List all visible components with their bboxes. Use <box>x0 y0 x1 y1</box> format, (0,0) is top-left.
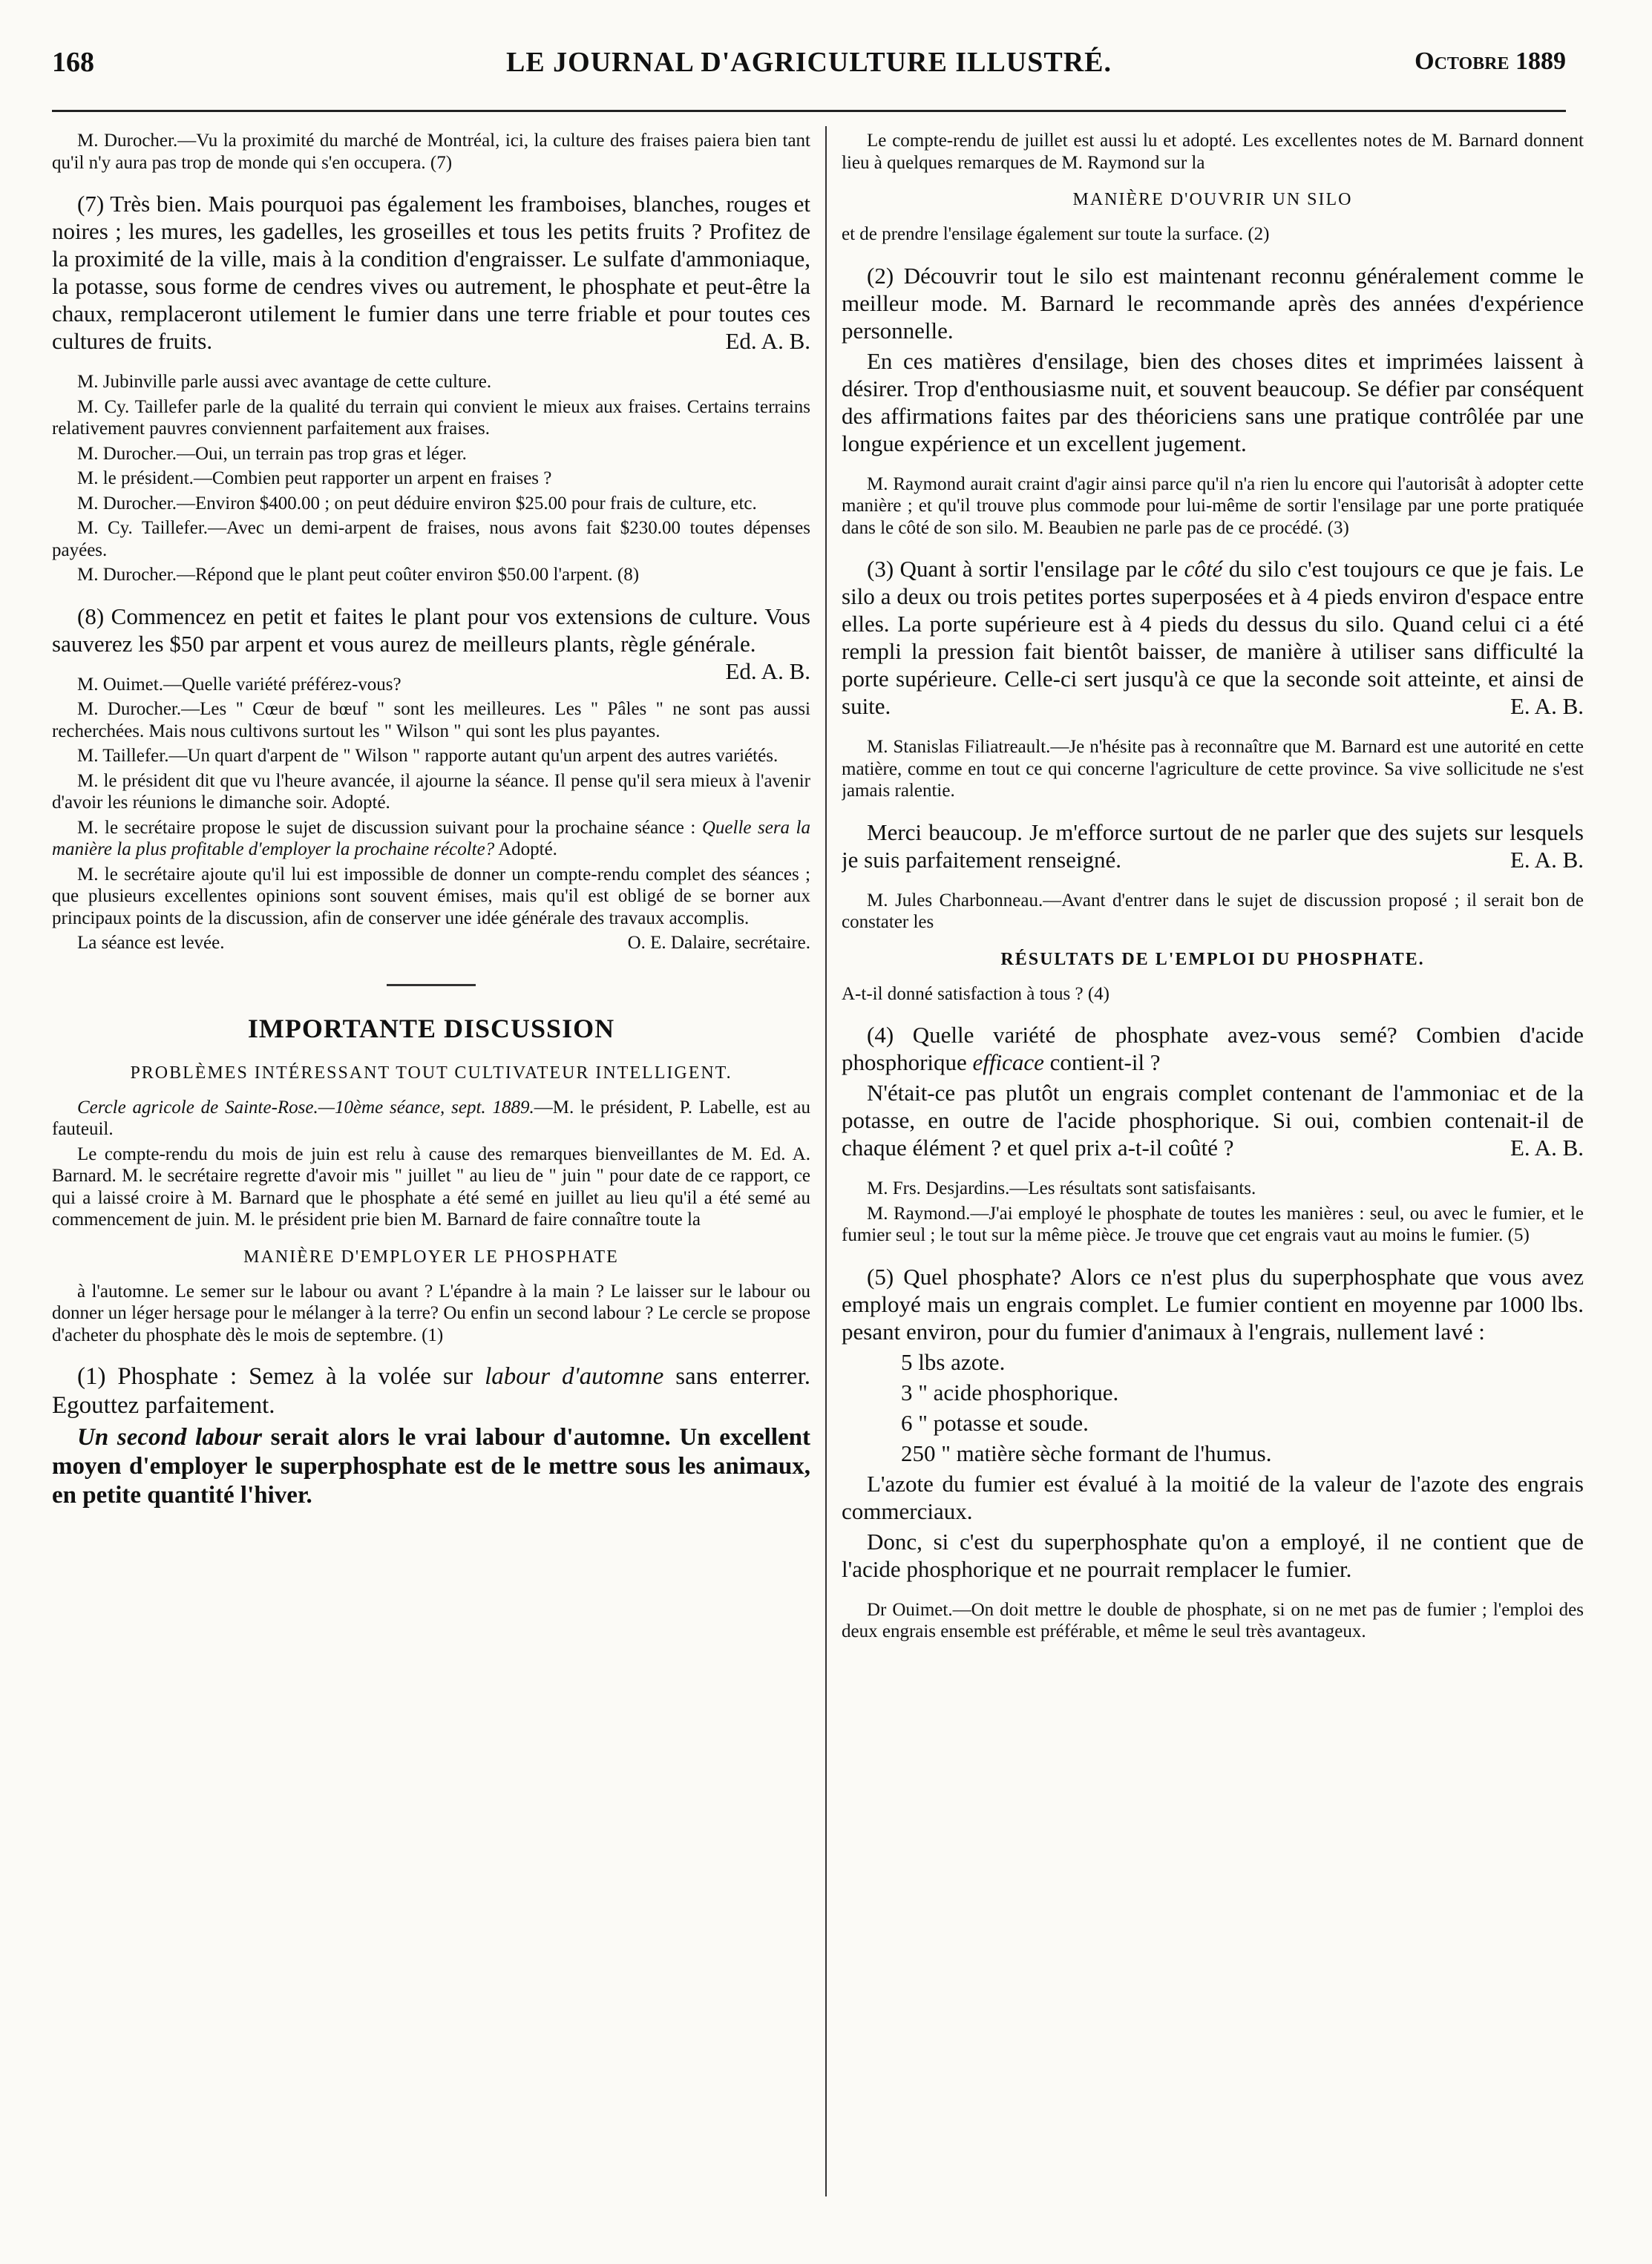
article-subheading: PROBLÈMES INTÉRESSANT TOUT CULTIVATEUR INTELLIGENT. <box>130 1063 732 1083</box>
column-divider <box>825 126 827 2196</box>
editor-signature: E. A. B. <box>1510 846 1584 873</box>
page-number: 168 <box>52 47 94 78</box>
paragraph: M. Ouimet.—Quelle variété préférez-vous? <box>77 674 401 695</box>
paragraph: M. Frs. Desjardins.—Les résultats sont satisfaisants. <box>867 1178 1256 1198</box>
editor-note: (1) Phosphate : Semez à la volée sur labour d'automne sans enterrer. Egouttez parfaitement. <box>52 1363 810 1419</box>
paragraph: M. Durocher.—Répond que le plant peut coûter environ $50.00 l'arpent. (8) <box>77 565 640 585</box>
list-item: 250 " matière sèche formant de l'humus. <box>901 1440 1272 1466</box>
list-item: 5 lbs azote. <box>901 1348 1006 1375</box>
paragraph: A-t-il donné satisfaction à tous ? (4) <box>842 983 1110 1004</box>
editor-note: N'était-ce pas plutôt un engrais complet contenant de l'ammoniac et de la potasse, en outre de l'acide phosphorique. Si oui, combien contenait-il de chaque élément ? et quel prix a-t-il coûté ? E. A. B. <box>842 1080 1584 1161</box>
paragraph: M. Durocher.—Les " Cœur de bœuf " sont les meilleures. Les " Pâles " ne sont pas aussi recherchées. Mais nous cultivons surtout les " Wilson " qui sont les plus payantes. <box>52 699 810 741</box>
editor-note: (2) Découvrir tout le silo est maintenant reconnu généralement comme le meilleur mode. M. Barnard le recommande après des années d'expérience personnelle. <box>842 262 1584 344</box>
section-heading: MANIÈRE D'EMPLOYER LE PHOSPHATE <box>243 1247 619 1267</box>
section-divider <box>387 984 476 986</box>
paragraph: Le compte-rendu de juillet est aussi lu et adopté. Les excellentes notes de M. Barnard donnent lieu à quelques remarques de M. Raymond sur la <box>842 131 1584 173</box>
editor-signature: Ed. A. B. <box>725 657 810 684</box>
paragraph: M. Stanislas Filiatreault.—Je n'hésite pas à reconnaître que M. Barnard est une autorité en cette matière, comme en tout ce qui concerne l'agriculture de cette province. Sa vive sollicitude ne s'est jamais ralentie. <box>842 737 1584 801</box>
editor-note: (7) Très bien. Mais pourquoi pas également les framboises, blanches, rouges et noires ; les mures, les gadelles, les groseilles et tous les petits fruits ? Profitez de la proximité de la ville, mais à la condition d'engraisser. Le sulfate d'ammoniaque, la potasse, sous forme de cendres vives ou autrement, le phosphate et peut-être la chaux, remplaceront utilement le fumier dans une terre friable et pour toutes ces cultures de fruits. Ed. A. B. <box>52 191 810 354</box>
editor-note: (3) Quant à sortir l'ensilage par le côté du silo c'est toujours ce que je fais. Le silo a deux ou trois petites portes superposées et à 4 pieds environ d'espace entre elles. La porte supérieure est à 4 pieds du dessus du silo. Quand celui ci a été rempli la pression fait bientôt baisser, de manière à utiliser sans difficulté la porte supérieure. Celle-ci sert jusqu'à ce que la seconde soit atteinte, et ainsi de suite. E. A. B. <box>842 556 1584 719</box>
editor-note: Un second labour serait alors le vrai labour d'automne. Un excellent moyen d'employer le superphosphate est de le mettre sous les animaux, en petite quantité l'hiver. <box>52 1424 810 1509</box>
paragraph: M. le président dit que vu l'heure avancée, il ajourne la séance. Il pense qu'il sera mieux à l'avenir d'avoir les réunions le dimanche soir. Adopté. <box>52 770 810 813</box>
list-item: 6 " potasse et soude. <box>901 1409 1089 1436</box>
right-column <box>842 130 1584 2193</box>
article-heading: IMPORTANTE DISCUSSION <box>247 1013 615 1043</box>
paragraph: M. Durocher.—Oui, un terrain pas trop gras et léger. <box>77 443 467 464</box>
paragraph: M. Durocher.—Environ $400.00 ; on peut déduire environ $25.00 pour frais de culture, etc. <box>77 493 757 513</box>
paragraph: Le compte-rendu du mois de juin est relu à cause des remarques bienveillantes de M. Ed. A. Barnard. M. le secrétaire regrette d'avoir mis " juillet " au lieu de " juin " pour date de ce rapport, ce qui a laissé croire à M. Barnard que le phosphate a été semé en juillet au lieu qu'il a été semé au commencement de juin. M. le président prie bien M. Barnard de faire connaître toute la <box>52 1144 810 1230</box>
secretary-signature: O. E. Dalaire, secrétaire. <box>627 933 810 953</box>
paragraph: M. le secrétaire propose le sujet de discussion suivant pour la prochaine séance : Quelle sera la manière la plus profitable d'employer la prochaine récolte? Adopté. <box>52 817 810 859</box>
editor-note: Donc, si c'est du superphosphate qu'on a employé, il ne contient que de l'acide phosphorique et ne pourrait remplacer le fumier. <box>842 1528 1584 1582</box>
paragraph: M. le secrétaire ajoute qu'il lui est impossible de donner un compte-rendu complet des séances ; que plusieurs excellentes opinions sont souvent émises, mais qu'il est obligé de se borner aux principaux points de la discussion, afin de conserver une idée générale des travaux accomplis. <box>52 864 810 928</box>
paragraph: et de prendre l'ensilage également sur toute la surface. (2) <box>842 224 1270 244</box>
paragraph: M. Jubinville parle aussi avec avantage de cette culture. <box>77 372 492 392</box>
list-item: 3 " acide phosphorique. <box>901 1379 1119 1405</box>
editor-note: Merci beaucoup. Je m'efforce surtout de ne parler que des sujets sur lesquels je suis parfaitement renseigné. E. A. B. <box>842 818 1584 873</box>
editor-signature: Ed. A. B. <box>725 328 810 354</box>
issue-date: Octobre 1889 <box>1415 47 1566 75</box>
editor-signature: E. A. B. <box>1510 693 1584 719</box>
section-heading: RÉSULTATS DE L'EMPLOI DU PHOSPHATE. <box>1000 949 1425 969</box>
paragraph: M. Raymond aurait craint d'agir ainsi parce qu'il n'a rien lu encore qui l'autorisât à adopter cette manière ; et qu'il trouve plus commode pour lui-même de sortir l'ensilage par une porte pratiquée dans le côté de son silo. M. Beaubien ne parle pas de ce procédé. (3) <box>842 473 1584 538</box>
paragraph: M. le président.—Combien peut rapporter un arpent en fraises ? <box>77 468 552 488</box>
paragraph: M. Durocher.—Vu la proximité du marché de Montréal, ici, la culture des fraises paiera bien tant qu'il n'y aura pas trop de monde qui s'en occupera. (7) <box>52 131 810 173</box>
editor-note: En ces matières d'ensilage, bien des choses dites et imprimées laissent à désirer. Trop d'enthousiasme nuit, et souvent beaucoup. Se défier par conséquent des affirmations faites par des théoriciens sans une pratique contrôlée par une longue expérience et un excellent jugement. <box>842 347 1584 456</box>
paragraph: M. Raymond.—J'ai employé le phosphate de toutes les manières : seul, ou avec le fumier, et le fumier seul ; le tout sur la même pièce. Je trouve que cet engrais vaut au moins le fumier. (5) <box>842 1203 1584 1245</box>
paragraph: M. Cy. Taillefer parle de la qualité du terrain qui convient le mieux aux fraises. Certains terrains relativement pauvres conviennent parfaitement aux fraises. <box>52 396 810 439</box>
editor-note: L'azote du fumier est évalué à la moitié de la valeur de l'azote des engrais commerciaux. <box>842 1470 1584 1524</box>
editor-note: (4) Quelle variété de phosphate avez-vous semé? Combien d'acide phosphorique efficace contient-il ? <box>842 1022 1584 1075</box>
section-heading: MANIÈRE D'OUVRIR UN SILO <box>1072 190 1353 209</box>
paragraph: à l'automne. Le semer sur le labour ou avant ? L'épandre à la main ? Le laisser sur le labour ou donner un léger hersage pour le mélanger à la terre? Ou enfin un second labour ? Le cercle se propose d'acheter du phosphate dès le mois de septembre. (1) <box>52 1281 810 1345</box>
editor-note: (8) Commencez en petit et faites le plant pour vos extensions de culture. Vous sauverez les $50 par arpent et vous aurez de meilleurs plants, règle générale. Ed. A. B. <box>52 603 810 684</box>
closing-line: La séance est levée. O. E. Dalaire, secrétaire. <box>77 933 810 953</box>
paragraph: Dr Ouimet.—On doit mettre le double de phosphate, si on ne met pas de fumier ; l'emploi des deux engrais ensemble est préférable, et même le seul très avantageux. <box>842 1599 1584 1641</box>
editor-note: (5) Quel phosphate? Alors ce n'est plus du superphosphate que vous avez employé mais un engrais complet. Le fumier contient en moyenne par 1000 lbs. pesant environ, pour du fumier d'animaux à l'engrais, nullement lavé : <box>842 1263 1584 1345</box>
paragraph: M. Taillefer.—Un quart d'arpent de " Wilson " rapporte autant qu'un arpent des autres variétés. <box>77 746 779 766</box>
editor-signature: E. A. B. <box>1510 1135 1584 1161</box>
left-column <box>52 130 810 2193</box>
paragraph: Cercle agricole de Sainte-Rose.—10ème séance, sept. 1889.—M. le président, P. Labelle, est au fauteuil. <box>52 1097 810 1139</box>
page-header <box>52 46 1566 83</box>
paragraph: M. Cy. Taillefer.—Avec un demi-arpent de fraises, nous avons fait $230.00 toutes dépenses payées. <box>52 518 810 560</box>
header-rule <box>52 110 1566 112</box>
paragraph: M. Jules Charbonneau.—Avant d'entrer dans le sujet de discussion proposé ; il serait bon de constater les <box>842 890 1584 932</box>
journal-title: LE JOURNAL D'AGRICULTURE ILLUSTRÉ. <box>505 47 1112 78</box>
